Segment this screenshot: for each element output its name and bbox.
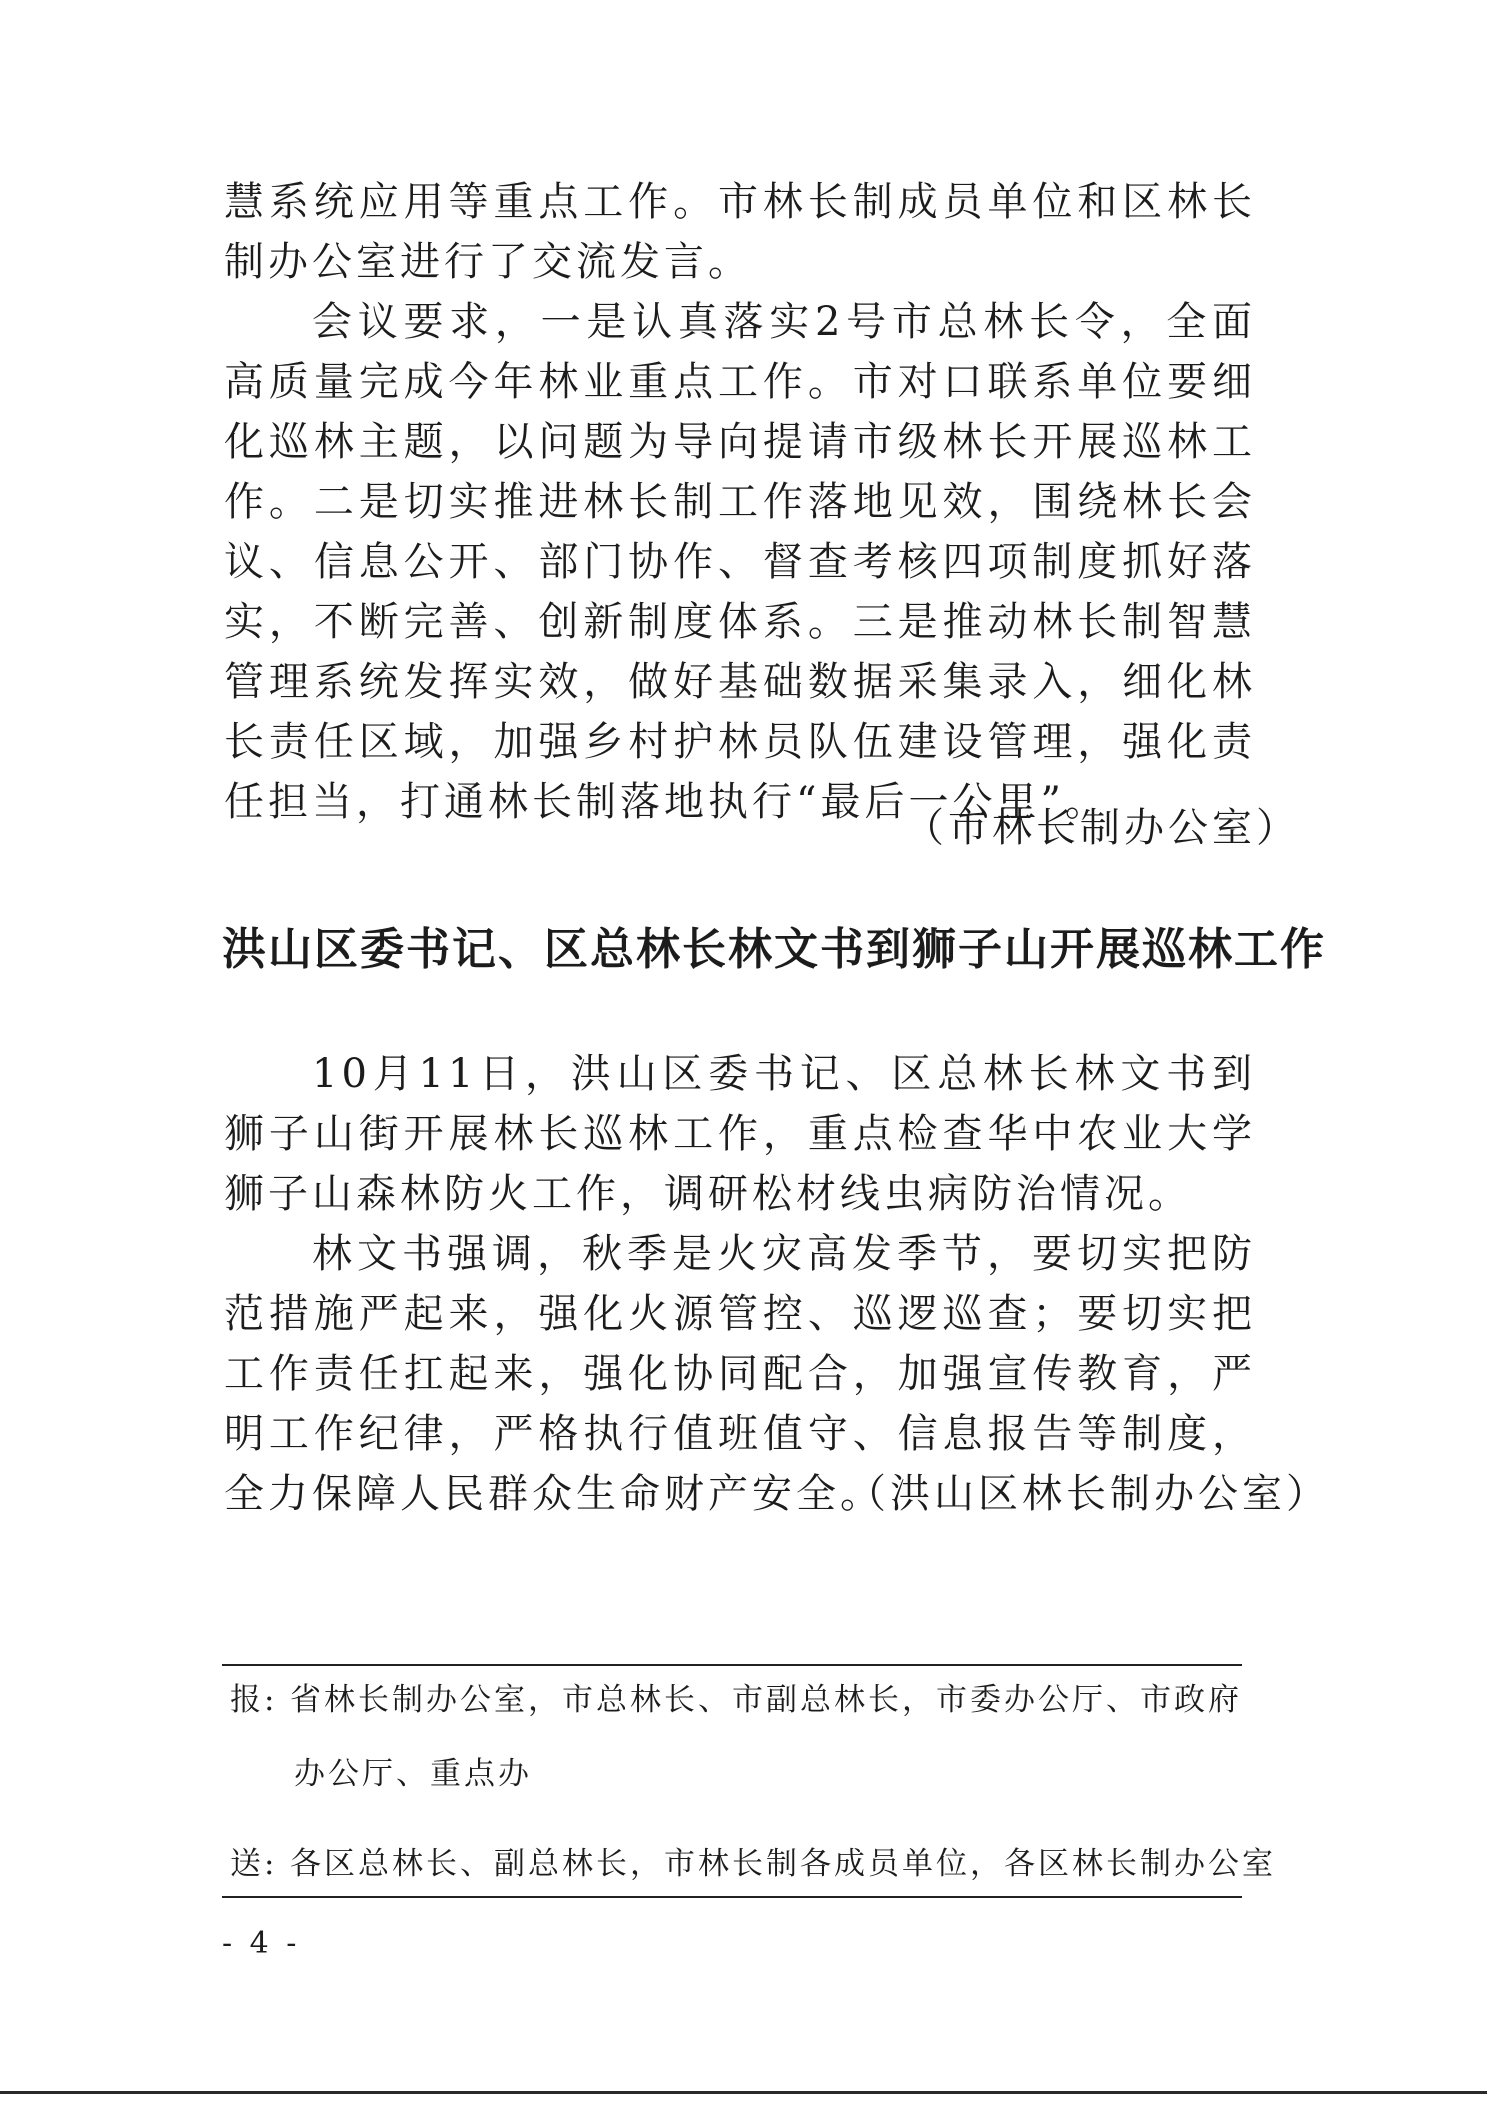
paragraph-emphasis: 林文书强调，秋季是火灾高发季节，要切实把防范措施严起来，强化火源管控、巡逻巡查；要切实把工作责任扛起来，强化协同配合，加强宣传教育，严明工作纪律，严格执行值班值守、信息报告等制度，全力保障人民群众生命财产安全。 — [224, 1231, 1256, 1517]
distribution-report-line — [230, 1678, 1250, 1722]
paragraph-inspection: 10月11日，洪山区委书记、区总林长林文书到狮子山街开展林长巡林工作，重点检查华中农业大学狮子山森林防火工作，调研松材线虫病防治情况。 — [224, 1051, 1256, 1217]
source-city-office: （市林长制办公室） — [904, 805, 1300, 851]
paragraph-meeting-exchange: 慧系统应用等重点工作。市林长制成员单位和区林长制办公室进行了交流发言。 — [224, 179, 1256, 285]
send-label: 送: — [230, 1846, 278, 1882]
page-number: - 4 - — [222, 1926, 301, 1961]
distribution-top-rule — [222, 1664, 1242, 1666]
distribution-bottom-rule — [222, 1896, 1242, 1898]
paragraph-meeting-requirements: 会议要求，一是认真落实2号市总林长令，全面高质量完成今年林业重点工作。市对口联系单位要细化巡林主题，以问题为导向提请市级林长开展巡林工作。二是切实推进林长制工作落地见效，围绕林长会议、信息公开、部门协作、督查考核四项制度抓好落实，不断完善、创新制度体系。三是推动林长制智慧管理系统发挥实效，做好基础数据采集录入，细化林长责任区域，加强乡村护林员队伍建设管理，强化责任担当，打通林长制落地执行“最后一公里”。 — [224, 299, 1256, 825]
distribution-send-line — [230, 1842, 1276, 1886]
report-recipients-continued: 办公厅、重点办 — [294, 1756, 532, 1792]
send-recipients: 各区总林长、副总林长，市林长制各成员单位，各区林长制办公室 — [290, 1846, 1276, 1882]
scan-edge-line — [0, 2091, 1487, 2094]
source-hongshan-office: （洪山区林长制办公室） — [846, 1471, 1330, 1517]
report-label: 报: — [230, 1682, 278, 1718]
article-title: 洪山区委书记、区总林长林文书到狮子山开展巡林工作 — [222, 924, 1326, 975]
report-recipients: 省林长制办公室，市总林长、市副总林长，市委办公厅、市政府 — [290, 1682, 1242, 1718]
